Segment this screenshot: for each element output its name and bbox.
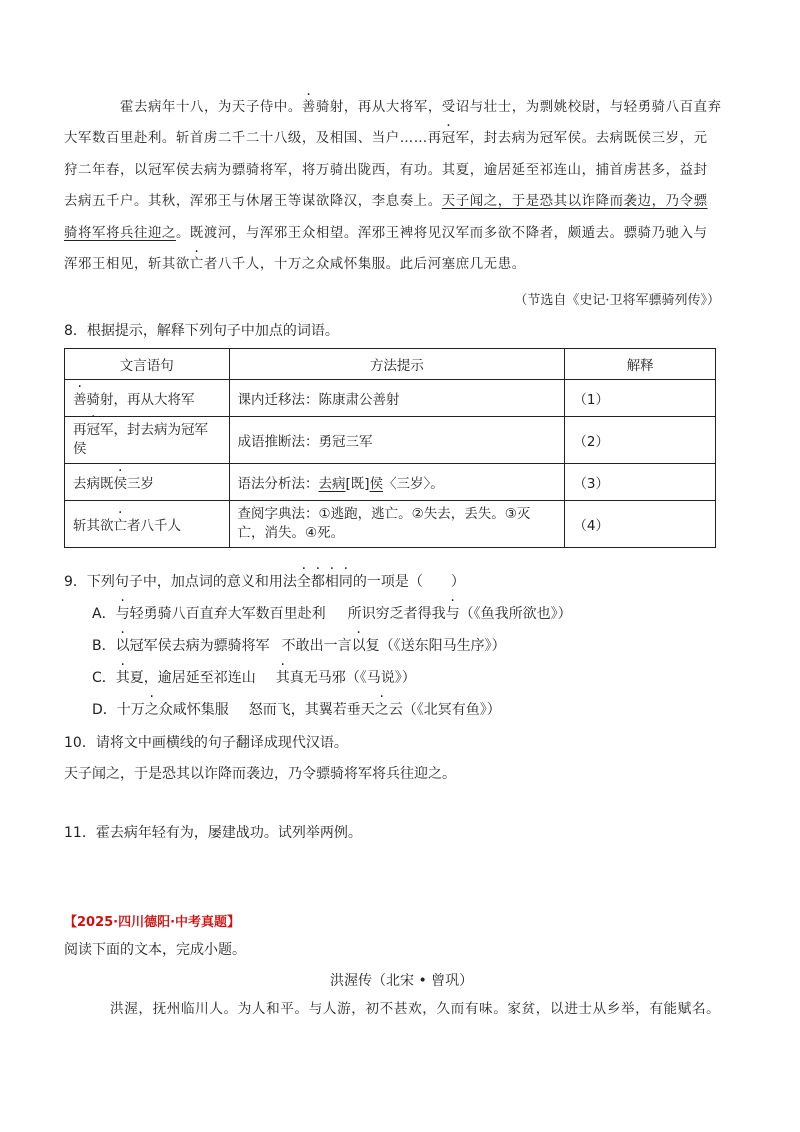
row1-hint: 课内迁移法：陈康肃公善射 bbox=[229, 380, 565, 417]
header-method: 方法提示 bbox=[229, 349, 565, 380]
q9-option-c[interactable]: C．其夏，逾居延至祁连山 其真无马邪（《马说》） bbox=[92, 670, 416, 686]
q8-prompt: 8．根据提示，解释下列句子中加点的词语。 bbox=[64, 323, 339, 339]
q9-option-a[interactable]: A．与轻勇骑八百直弃大军数百里赴利 所识穷乏者得我与（《鱼我所欲也》） bbox=[92, 606, 572, 622]
header-answer: 解释 bbox=[565, 349, 716, 380]
exam-source-tag: 【2025·四川德阳·中考真题】 bbox=[64, 915, 241, 930]
row3-sentence: 去病既侯三岁 bbox=[65, 464, 230, 501]
article-first-line: 洪渥，抚州临川人。为人和平。与人游，初不甚欢，久而有味。家贫，以进士从乡举，有能赋名。 bbox=[110, 1001, 721, 1017]
row1-sentence: 善骑射，再从大将军 bbox=[65, 380, 230, 417]
passage-line-2: 大军数百里赴利。斩首虏二千二十八级，及相国、当户……再冠军，封去病为冠军侯。去病既侯三岁，元 bbox=[64, 131, 708, 146]
q10-prompt: 10．请将文中画横线的句子翻译成现代汉语。 bbox=[64, 735, 348, 751]
passage-line-6: 浑邪王相见，斩其欲亡者八千人，十万之众咸怀集服。此后河塞庶几无患。 bbox=[64, 257, 526, 272]
row2-sentence: 再冠军，封去病为冠军 侯 bbox=[65, 417, 230, 464]
row4-sentence: 斩其欲亡者八千人 bbox=[65, 501, 230, 548]
passage-line-1: 霍去病年十八，为天子侍中。善骑射，再从大将军，受诏与壮士，为剽姚校尉，与轻勇骑八百直弃 bbox=[120, 100, 722, 115]
article-title: 洪渥传（北宋 • 曾巩） bbox=[330, 973, 474, 989]
q10-sentence: 天子闻之，于是恐其以诈降而袭边，乃令骠骑将军将兵往迎之。 bbox=[64, 766, 456, 782]
table-header-row bbox=[65, 349, 716, 380]
row2-hint: 成语推断法：勇冠三军 bbox=[229, 417, 565, 464]
table-row bbox=[65, 380, 716, 417]
row4-answer-blank[interactable]: （4） bbox=[565, 501, 716, 548]
q9-option-b[interactable]: B．以冠军侯去病为骠骑将军 不敢出一言以复（《送东阳马生序》） bbox=[92, 638, 506, 654]
row1-answer-blank[interactable]: （1） bbox=[565, 380, 716, 417]
row2-answer-blank[interactable]: （2） bbox=[565, 417, 716, 464]
passage-source: （节选自《史记·卫将军骠骑列传》） bbox=[514, 293, 720, 308]
row3-answer-blank[interactable]: （3） bbox=[565, 464, 716, 501]
passage-line-5: 骑将军将兵往迎之。既渡河，与浑邪王众相望。浑邪王裨将见汉军而多欲不降者，颇遁去。骠骑乃驰入与 bbox=[64, 226, 708, 241]
row4-hint: 查阅字典法：①逃跑，逃亡。②失去，丢失。③灭 亡，消失。④死。 bbox=[229, 501, 565, 548]
table-row bbox=[65, 501, 716, 548]
underlined-sentence: 天子闻之，于是恐其以诈降而袭边，乃令骠 bbox=[441, 194, 708, 209]
header-sentence: 文言语句 bbox=[65, 349, 230, 380]
q9-option-d[interactable]: D．十万之众咸怀集服 怒而飞，其翼若垂天之云（《北冥有鱼》） bbox=[92, 702, 501, 718]
row3-hint: 语法分析法：去病[既]侯〈三岁〉。 bbox=[229, 464, 565, 501]
underlined-sentence-cont: 骑将军将兵往迎之 bbox=[64, 226, 176, 241]
table-row bbox=[65, 464, 716, 501]
reading-instruction: 阅读下面的文本，完成小题。 bbox=[64, 942, 246, 958]
q11-prompt: 11．霍去病年轻有为，屡建战功。试列举两例。 bbox=[64, 825, 362, 841]
table-row bbox=[65, 417, 716, 464]
passage-line-3: 狩二年春，以冠军侯去病为骠骑将军，将万骑出陇西，有功。其夏，逾居延至祁连山，捕首虏甚多，益封 bbox=[64, 163, 708, 178]
q9-prompt: 9．下列句子中，加点词的意义和用法全都相同的一项是（ ） bbox=[64, 574, 465, 590]
q8-table bbox=[64, 348, 716, 548]
passage-line-4: 去病五千户。其秋，浑邪王与休屠王等谋欲降汉，李息奏上。天子闻之，于是恐其以诈降而袭边，乃令骠 bbox=[64, 194, 708, 209]
